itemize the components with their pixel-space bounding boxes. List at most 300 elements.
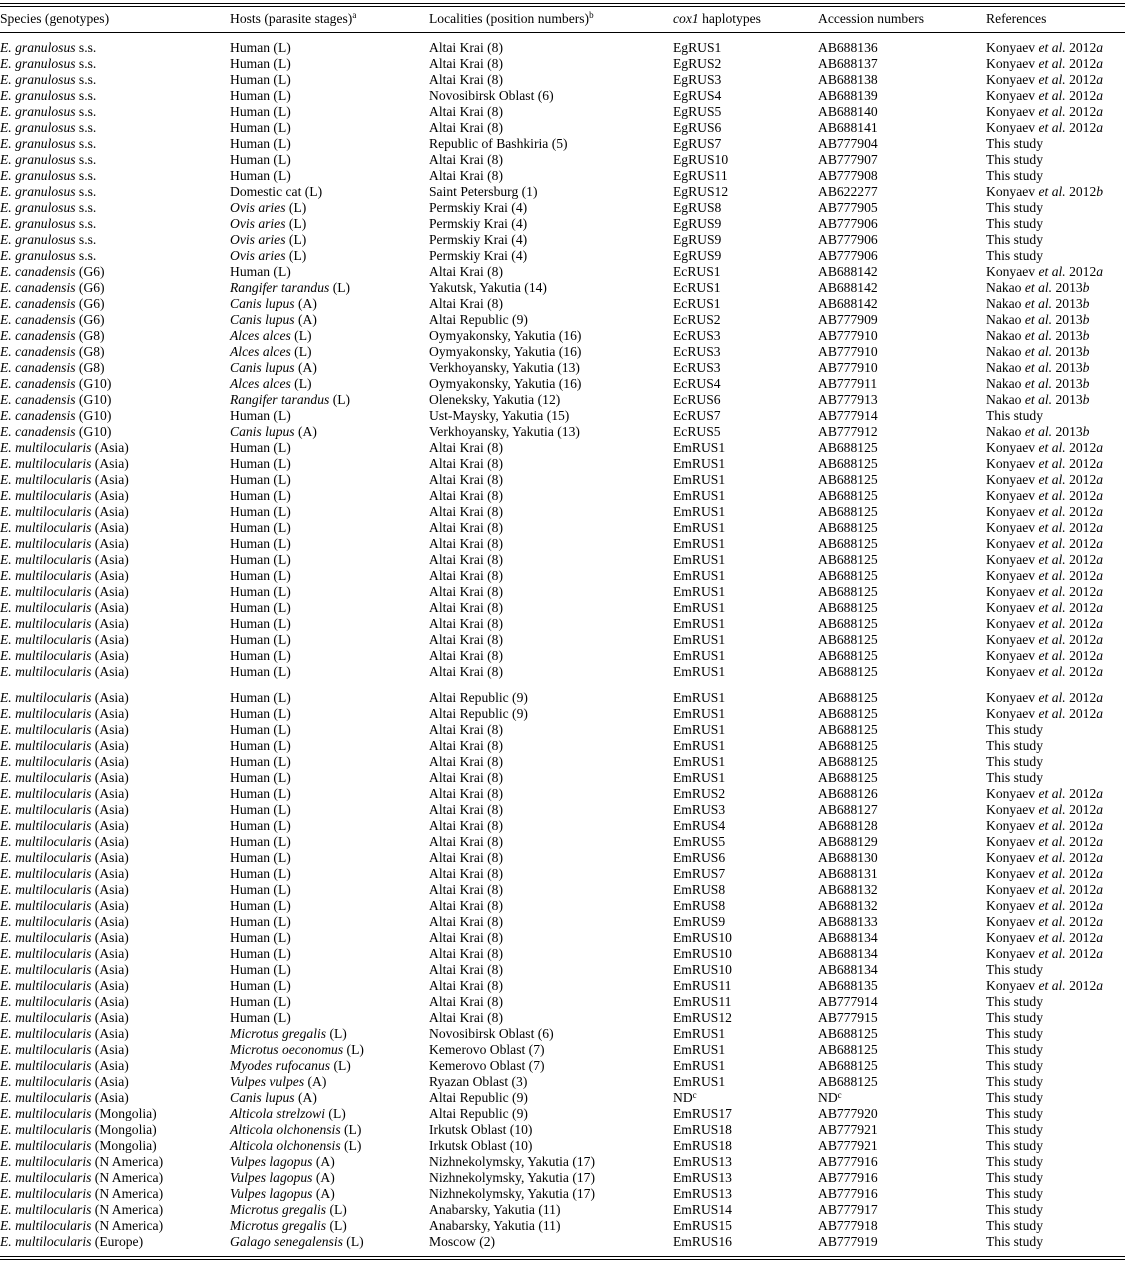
locality-cell: Altai Krai (8) xyxy=(429,632,503,647)
reference-cell: Konyaev et al. 2012a xyxy=(986,584,1104,599)
species-cell: E. multilocularis (Asia) xyxy=(0,930,129,945)
species-cell: E. multilocularis (Asia) xyxy=(0,914,129,929)
haplotype-cell: EgRUS11 xyxy=(673,168,728,183)
host-cell: Microtus oeconomus (L) xyxy=(230,1042,364,1057)
species-cell: E. multilocularis (N America) xyxy=(0,1186,164,1201)
header-species: Species (genotypes) xyxy=(0,11,110,26)
table-row xyxy=(0,1106,1125,1122)
haplotype-cell: EcRUS7 xyxy=(673,408,721,423)
locality-cell: Altai Krai (8) xyxy=(429,552,503,567)
accession-cell: AB688125 xyxy=(818,690,878,705)
accession-cell: AB688126 xyxy=(818,786,878,801)
species-cell: E. multilocularis (Asia) xyxy=(0,648,129,663)
species-cell: E. multilocularis (Asia) xyxy=(0,754,129,769)
table-row xyxy=(0,1122,1125,1138)
species-cell: E. multilocularis (Asia) xyxy=(0,802,129,817)
header-accession: Accession numbers xyxy=(818,11,925,26)
reference-cell: Konyaev et al. 2012a xyxy=(986,632,1104,647)
accession-cell: AB777911 xyxy=(818,376,878,391)
accession-cell: AB688125 xyxy=(818,632,878,647)
haplotype-cell: EmRUS1 xyxy=(673,616,726,631)
accession-cell: AB688125 xyxy=(818,520,878,535)
reference-cell: Konyaev et al. 2012a xyxy=(986,120,1104,135)
locality-cell: Verkhoyansky, Yakutia (13) xyxy=(429,424,580,439)
species-cell: E. multilocularis (Mongolia) xyxy=(0,1138,157,1153)
table-row xyxy=(0,786,1125,802)
accession-cell: AB688133 xyxy=(818,914,878,929)
locality-cell: Altai Krai (8) xyxy=(429,978,503,993)
species-cell: E. multilocularis (Asia) xyxy=(0,600,129,615)
accession-cell: AB688125 xyxy=(818,754,878,769)
reference-cell: Nakao et al. 2013b xyxy=(986,376,1090,391)
reference-cell: This study xyxy=(986,1170,1044,1185)
locality-cell: Altai Krai (8) xyxy=(429,1010,503,1025)
locality-cell: Oymyakonsky, Yakutia (16) xyxy=(429,344,582,359)
host-cell: Human (L) xyxy=(230,914,291,929)
reference-cell: This study xyxy=(986,408,1044,423)
haplotype-cell: EgRUS8 xyxy=(673,200,722,215)
reference-cell: This study xyxy=(986,738,1044,753)
host-cell: Human (L) xyxy=(230,552,291,567)
accession-cell: AB688125 xyxy=(818,440,878,455)
haplotype-cell: EmRUS1 xyxy=(673,504,726,519)
accession-cell: AB688125 xyxy=(818,722,878,737)
host-cell: Domestic cat (L) xyxy=(230,184,323,199)
table-row xyxy=(0,312,1125,328)
species-cell: E. granulosus s.s. xyxy=(0,88,97,103)
locality-cell: Altai Krai (8) xyxy=(429,488,503,503)
host-cell: Human (L) xyxy=(230,818,291,833)
accession-cell: AB777908 xyxy=(818,168,878,183)
accession-cell: AB688139 xyxy=(818,88,878,103)
species-cell: E. multilocularis (Asia) xyxy=(0,584,129,599)
species-cell: E. multilocularis (Asia) xyxy=(0,978,129,993)
accession-cell: AB777912 xyxy=(818,424,878,439)
haplotype-cell: EmRUS11 xyxy=(673,978,732,993)
table-row xyxy=(0,136,1125,152)
host-cell: Rangifer tarandus (L) xyxy=(230,392,351,407)
table-row xyxy=(0,488,1125,504)
haplotype-cell: EmRUS10 xyxy=(673,930,732,945)
reference-cell: This study xyxy=(986,232,1044,247)
table-row xyxy=(0,690,1125,706)
accession-cell: AB777921 xyxy=(818,1138,878,1153)
reference-cell: This study xyxy=(986,994,1044,1009)
table-row xyxy=(0,1138,1125,1154)
locality-cell: Altai Krai (8) xyxy=(429,472,503,487)
accession-cell: AB688125 xyxy=(818,584,878,599)
accession-cell: AB688132 xyxy=(818,898,878,913)
accession-cell: AB688125 xyxy=(818,552,878,567)
locality-cell: Altai Krai (8) xyxy=(429,152,503,167)
accession-cell: AB688125 xyxy=(818,738,878,753)
host-cell: Alces alces (L) xyxy=(230,328,312,343)
locality-cell: Altai Krai (8) xyxy=(429,818,503,833)
table-row xyxy=(0,1074,1125,1090)
locality-cell: Altai Krai (8) xyxy=(429,40,503,55)
header-haplotypes: cox1 haplotypes xyxy=(673,11,761,26)
host-cell: Human (L) xyxy=(230,1010,291,1025)
haplotype-cell: EmRUS13 xyxy=(673,1186,732,1201)
locality-cell: Kemerovo Oblast (7) xyxy=(429,1042,545,1057)
accession-cell: AB688134 xyxy=(818,962,878,977)
locality-cell: Altai Krai (8) xyxy=(429,770,503,785)
accession-cell: AB688128 xyxy=(818,818,878,833)
haplotype-cell: EmRUS1 xyxy=(673,770,726,785)
table-row xyxy=(0,264,1125,280)
locality-cell: Altai Krai (8) xyxy=(429,930,503,945)
table-row xyxy=(0,536,1125,552)
accession-cell: AB688125 xyxy=(818,1042,878,1057)
reference-cell: Konyaev et al. 2012a xyxy=(986,40,1104,55)
host-cell: Rangifer tarandus (L) xyxy=(230,280,351,295)
haplotype-cell: EgRUS12 xyxy=(673,184,729,199)
host-cell: Canis lupus (A) xyxy=(230,312,317,327)
accession-cell: AB688125 xyxy=(818,664,878,679)
table-row xyxy=(0,1218,1125,1234)
haplotype-cell: EmRUS14 xyxy=(673,1202,732,1217)
species-cell: E. multilocularis (Asia) xyxy=(0,946,129,961)
host-cell: Human (L) xyxy=(230,40,291,55)
table-row xyxy=(0,1154,1125,1170)
reference-cell: Konyaev et al. 2012a xyxy=(986,834,1104,849)
haplotype-cell: EmRUS1 xyxy=(673,488,726,503)
species-cell: E. canadensis (G8) xyxy=(0,344,105,359)
species-cell: E. multilocularis (Europe) xyxy=(0,1234,144,1249)
reference-cell: This study xyxy=(986,722,1044,737)
haplotype-cell: EmRUS11 xyxy=(673,994,732,1009)
reference-cell: Konyaev et al. 2012a xyxy=(986,56,1104,71)
locality-cell: Novosibirsk Oblast (6) xyxy=(429,1026,554,1041)
locality-cell: Oymyakonsky, Yakutia (16) xyxy=(429,376,582,391)
haplotype-cell: EmRUS1 xyxy=(673,440,726,455)
accession-cell: AB622277 xyxy=(818,184,878,199)
species-cell: E. multilocularis (Asia) xyxy=(0,1010,129,1025)
locality-cell: Altai Krai (8) xyxy=(429,56,503,71)
host-cell: Vulpes vulpes (A) xyxy=(230,1074,327,1089)
haplotype-cell: EmRUS1 xyxy=(673,664,726,679)
species-cell: E. multilocularis (Asia) xyxy=(0,504,129,519)
haplotype-cell: EmRUS16 xyxy=(673,1234,732,1249)
locality-cell: Nizhnekolymsky, Yakutia (17) xyxy=(429,1170,596,1185)
host-cell: Human (L) xyxy=(230,168,291,183)
locality-cell: Altai Krai (8) xyxy=(429,536,503,551)
table-row xyxy=(0,866,1125,882)
accession-cell: AB777906 xyxy=(818,248,878,263)
locality-cell: Altai Krai (8) xyxy=(429,898,503,913)
locality-cell: Altai Krai (8) xyxy=(429,120,503,135)
accession-cell: AB777914 xyxy=(818,994,878,1009)
species-cell: E. multilocularis (Asia) xyxy=(0,632,129,647)
haplotype-cell: EgRUS6 xyxy=(673,120,722,135)
accession-cell: AB777916 xyxy=(818,1186,878,1201)
table-row xyxy=(0,818,1125,834)
locality-cell: Oleneksky, Yakutia (12) xyxy=(429,392,561,407)
host-cell: Ovis aries (L) xyxy=(230,248,307,263)
reference-cell: Konyaev et al. 2012a xyxy=(986,456,1104,471)
species-cell: E. multilocularis (Mongolia) xyxy=(0,1106,157,1121)
species-cell: E. granulosus s.s. xyxy=(0,200,97,215)
haplotype-cell: EgRUS3 xyxy=(673,72,722,87)
haplotype-cell: EmRUS10 xyxy=(673,946,732,961)
accession-cell: AB688135 xyxy=(818,978,878,993)
host-cell: Human (L) xyxy=(230,616,291,631)
table-row xyxy=(0,552,1125,568)
species-cell: E. multilocularis (Asia) xyxy=(0,456,129,471)
host-cell: Human (L) xyxy=(230,264,291,279)
accession-cell: AB688125 xyxy=(818,488,878,503)
species-cell: E. granulosus s.s. xyxy=(0,56,97,71)
table-row xyxy=(0,392,1125,408)
species-cell: E. granulosus s.s. xyxy=(0,72,97,87)
species-cell: E. multilocularis (N America) xyxy=(0,1154,164,1169)
reference-cell: This study xyxy=(986,200,1044,215)
host-cell: Human (L) xyxy=(230,946,291,961)
table-row xyxy=(0,104,1125,120)
reference-cell: Konyaev et al. 2012a xyxy=(986,914,1104,929)
haplotype-cell: EmRUS18 xyxy=(673,1138,732,1153)
species-cell: E. multilocularis (Asia) xyxy=(0,1058,129,1073)
locality-cell: Altai Krai (8) xyxy=(429,456,503,471)
table-row xyxy=(0,296,1125,312)
reference-cell: This study xyxy=(986,962,1044,977)
accession-cell: AB777910 xyxy=(818,344,878,359)
host-cell: Human (L) xyxy=(230,866,291,881)
host-cell: Ovis aries (L) xyxy=(230,232,307,247)
locality-cell: Ust-Maysky, Yakutia (15) xyxy=(429,408,570,423)
accession-cell: AB688125 xyxy=(818,648,878,663)
reference-cell: Konyaev et al. 2012a xyxy=(986,930,1104,945)
species-cell: E. granulosus s.s. xyxy=(0,216,97,231)
host-cell: Alces alces (L) xyxy=(230,376,312,391)
reference-cell: Konyaev et al. 2012a xyxy=(986,664,1104,679)
reference-cell: Konyaev et al. 2012a xyxy=(986,552,1104,567)
locality-cell: Yakutsk, Yakutia (14) xyxy=(429,280,547,295)
species-cell: E. multilocularis (Asia) xyxy=(0,706,129,721)
reference-cell: This study xyxy=(986,248,1044,263)
haplotype-cell: EmRUS1 xyxy=(673,754,726,769)
haplotype-cell: EgRUS5 xyxy=(673,104,722,119)
host-cell: Human (L) xyxy=(230,706,291,721)
table-row xyxy=(0,994,1125,1010)
table-row xyxy=(0,1026,1125,1042)
locality-cell: Altai Krai (8) xyxy=(429,504,503,519)
locality-cell: Altai Krai (8) xyxy=(429,850,503,865)
species-cell: E. multilocularis (Asia) xyxy=(0,568,129,583)
locality-cell: Irkutsk Oblast (10) xyxy=(429,1138,533,1153)
reference-cell: Nakao et al. 2013b xyxy=(986,280,1090,295)
reference-cell: This study xyxy=(986,1090,1044,1105)
reference-cell: This study xyxy=(986,1106,1044,1121)
species-cell: E. multilocularis (Mongolia) xyxy=(0,1122,157,1137)
species-cell: E. canadensis (G10) xyxy=(0,376,112,391)
table-row xyxy=(0,1170,1125,1186)
reference-cell: Konyaev et al. 2012a xyxy=(986,616,1104,631)
haplotype-cell: EmRUS17 xyxy=(673,1106,732,1121)
reference-cell: This study xyxy=(986,1026,1044,1041)
reference-cell: This study xyxy=(986,1058,1044,1073)
reference-cell: This study xyxy=(986,136,1044,151)
reference-cell: Konyaev et al. 2012a xyxy=(986,866,1104,881)
host-cell: Human (L) xyxy=(230,754,291,769)
species-cell: E. canadensis (G10) xyxy=(0,424,112,439)
species-cell: E. multilocularis (Asia) xyxy=(0,882,129,897)
table-row xyxy=(0,664,1125,680)
accession-cell: AB688125 xyxy=(818,770,878,785)
host-cell: Alticola strelzowi (L) xyxy=(230,1106,346,1121)
reference-cell: Nakao et al. 2013b xyxy=(986,328,1090,343)
locality-cell: Altai Krai (8) xyxy=(429,722,503,737)
haplotype-cell: EmRUS1 xyxy=(673,1058,726,1073)
table-row xyxy=(0,88,1125,104)
haplotype-cell: EgRUS9 xyxy=(673,216,722,231)
haplotype-cell: EcRUS4 xyxy=(673,376,721,391)
haplotype-cell: EcRUS3 xyxy=(673,344,721,359)
accession-cell: AB688142 xyxy=(818,296,878,311)
reference-cell: Konyaev et al. 2012b xyxy=(986,184,1104,199)
species-cell: E. canadensis (G6) xyxy=(0,280,105,295)
host-cell: Canis lupus (A) xyxy=(230,360,317,375)
haplotype-cell: EmRUS1 xyxy=(673,456,726,471)
locality-cell: Permskiy Krai (4) xyxy=(429,200,528,215)
accession-cell: AB688137 xyxy=(818,56,878,71)
table-row xyxy=(0,850,1125,866)
accession-cell: AB777904 xyxy=(818,136,878,151)
species-cell: E. granulosus s.s. xyxy=(0,168,97,183)
host-cell: Human (L) xyxy=(230,584,291,599)
species-cell: E. granulosus s.s. xyxy=(0,248,97,263)
locality-cell: Ryazan Oblast (3) xyxy=(429,1074,528,1089)
host-cell: Human (L) xyxy=(230,536,291,551)
top-rule xyxy=(0,3,1125,4)
host-cell: Ovis aries (L) xyxy=(230,216,307,231)
haplotype-cell: EmRUS1 xyxy=(673,472,726,487)
accession-cell: AB777909 xyxy=(818,312,878,327)
host-cell: Human (L) xyxy=(230,56,291,71)
species-cell: E. multilocularis (Asia) xyxy=(0,994,129,1009)
accession-cell: AB777913 xyxy=(818,392,878,407)
haplotype-cell: EmRUS13 xyxy=(673,1154,732,1169)
haplotype-cell: EmRUS1 xyxy=(673,552,726,567)
haplotype-cell: EmRUS1 xyxy=(673,1074,726,1089)
haplotype-cell: EmRUS1 xyxy=(673,632,726,647)
species-cell: E. granulosus s.s. xyxy=(0,136,97,151)
locality-cell: Altai Krai (8) xyxy=(429,946,503,961)
host-cell: Human (L) xyxy=(230,834,291,849)
accession-cell: AB688141 xyxy=(818,120,878,135)
reference-cell: Konyaev et al. 2012a xyxy=(986,472,1104,487)
haplotype-cell: EmRUS12 xyxy=(673,1010,732,1025)
table-row xyxy=(0,168,1125,184)
accession-cell: AB777920 xyxy=(818,1106,878,1121)
haplotype-cell: EcRUS5 xyxy=(673,424,721,439)
table-row xyxy=(0,722,1125,738)
accession-cell: AB777906 xyxy=(818,216,878,231)
table-row xyxy=(0,962,1125,978)
locality-cell: Altai Republic (9) xyxy=(429,706,528,721)
haplotype-cell: EmRUS5 xyxy=(673,834,726,849)
locality-cell: Altai Krai (8) xyxy=(429,802,503,817)
host-cell: Human (L) xyxy=(230,456,291,471)
locality-cell: Altai Republic (9) xyxy=(429,1090,528,1105)
locality-cell: Verkhoyansky, Yakutia (13) xyxy=(429,360,580,375)
reference-cell: Konyaev et al. 2012a xyxy=(986,978,1104,993)
host-cell: Galago senegalensis (L) xyxy=(230,1234,364,1249)
host-cell: Human (L) xyxy=(230,88,291,103)
reference-cell: Konyaev et al. 2012a xyxy=(986,520,1104,535)
accession-cell: AB688125 xyxy=(818,568,878,583)
species-cell: E. multilocularis (Asia) xyxy=(0,770,129,785)
haplotype-cell: EmRUS1 xyxy=(673,1026,726,1041)
reference-cell: This study xyxy=(986,1138,1044,1153)
table-row xyxy=(0,408,1125,424)
accession-cell: AB688125 xyxy=(818,456,878,471)
table-row xyxy=(0,834,1125,850)
species-cell: E. multilocularis (Asia) xyxy=(0,818,129,833)
haplotype-cell: EcRUS1 xyxy=(673,264,721,279)
locality-cell: Altai Krai (8) xyxy=(429,616,503,631)
species-cell: E. multilocularis (Asia) xyxy=(0,690,129,705)
haplotype-cell: EmRUS15 xyxy=(673,1218,732,1233)
accession-cell: AB688129 xyxy=(818,834,878,849)
species-cell: E. multilocularis (Asia) xyxy=(0,898,129,913)
table-row xyxy=(0,1042,1125,1058)
species-cell: E. multilocularis (N America) xyxy=(0,1170,164,1185)
table-row xyxy=(0,946,1125,962)
table-row xyxy=(0,472,1125,488)
species-cell: E. multilocularis (Asia) xyxy=(0,552,129,567)
host-cell: Human (L) xyxy=(230,600,291,615)
table-row xyxy=(0,376,1125,392)
host-cell: Human (L) xyxy=(230,930,291,945)
haplotype-cell: EmRUS1 xyxy=(673,722,726,737)
host-cell: Human (L) xyxy=(230,648,291,663)
species-cell: E. multilocularis (Asia) xyxy=(0,616,129,631)
host-cell: Human (L) xyxy=(230,520,291,535)
species-cell: E. multilocularis (Asia) xyxy=(0,520,129,535)
table-row xyxy=(0,504,1125,520)
table-row xyxy=(0,754,1125,770)
locality-cell: Moscow (2) xyxy=(429,1234,496,1249)
accession-cell: AB688142 xyxy=(818,264,878,279)
host-cell: Canis lupus (A) xyxy=(230,424,317,439)
host-cell: Human (L) xyxy=(230,472,291,487)
species-cell: E. multilocularis (Asia) xyxy=(0,866,129,881)
species-cell: E. granulosus s.s. xyxy=(0,184,97,199)
locality-cell: Altai Krai (8) xyxy=(429,786,503,801)
host-cell: Human (L) xyxy=(230,994,291,1009)
header-rule xyxy=(0,32,1125,33)
table-row xyxy=(0,930,1125,946)
reference-cell: Konyaev et al. 2012a xyxy=(986,72,1104,87)
accession-cell: AB777906 xyxy=(818,232,878,247)
table-row xyxy=(0,802,1125,818)
host-cell: Human (L) xyxy=(230,504,291,519)
accession-cell: AB688125 xyxy=(818,706,878,721)
host-cell: Human (L) xyxy=(230,962,291,977)
haplotype-cell: EmRUS1 xyxy=(673,738,726,753)
haplotype-cell: EmRUS6 xyxy=(673,850,726,865)
accession-cell: AB777905 xyxy=(818,200,878,215)
accession-cell: AB777907 xyxy=(818,152,878,167)
reference-cell: This study xyxy=(986,770,1044,785)
locality-cell: Altai Krai (8) xyxy=(429,104,503,119)
locality-cell: Altai Krai (8) xyxy=(429,994,503,1009)
species-cell: E. canadensis (G6) xyxy=(0,312,105,327)
accession-cell: AB688131 xyxy=(818,866,878,881)
reference-cell: This study xyxy=(986,1122,1044,1137)
table-row xyxy=(0,706,1125,722)
